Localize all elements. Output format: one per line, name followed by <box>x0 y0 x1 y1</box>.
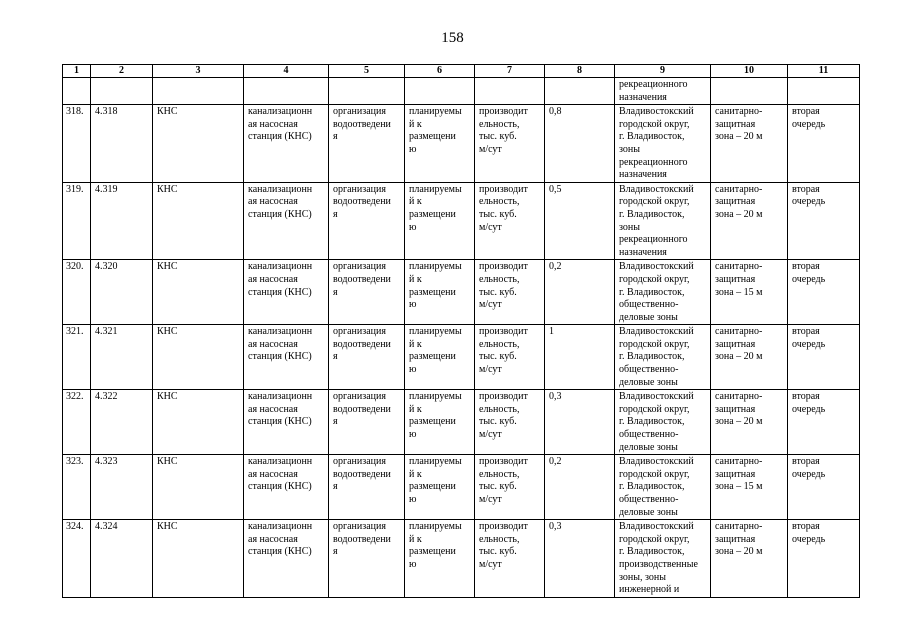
table-cell: 324. <box>63 520 91 598</box>
column-header: 1 <box>63 65 91 78</box>
table-cell: Владивостокский городской округ, г. Владивосток, производственные зоны, зоны инженерной и <box>615 520 711 598</box>
table-cell: Владивостокский городской округ, г. Владивосток, общественно- деловые зоны <box>615 260 711 325</box>
header-row <box>63 65 860 78</box>
table-cell: планируемы й к размещени ю <box>405 520 475 598</box>
table-cell: канализационн ая насосная станция (КНС) <box>244 105 329 183</box>
table-cell: вторая очередь <box>788 520 860 598</box>
table-cell: канализационн ая насосная станция (КНС) <box>244 325 329 390</box>
table-cell <box>153 78 244 105</box>
column-header: 10 <box>711 65 788 78</box>
table-row <box>63 390 860 455</box>
table-cell: Владивостокский городской округ, г. Владивосток, общественно- деловые зоны <box>615 455 711 520</box>
table-cell <box>545 78 615 105</box>
table-cell: планируемы й к размещени ю <box>405 325 475 390</box>
table-cell: вторая очередь <box>788 260 860 325</box>
table-cell: санитарно- защитная зона – 20 м <box>711 325 788 390</box>
table-cell: организация водоотведени я <box>329 455 405 520</box>
table-cell: планируемы й к размещени ю <box>405 455 475 520</box>
table-cell: 0,8 <box>545 105 615 183</box>
column-header: 4 <box>244 65 329 78</box>
table-cell: санитарно- защитная зона – 20 м <box>711 182 788 260</box>
column-header: 8 <box>545 65 615 78</box>
table-cell: 323. <box>63 455 91 520</box>
table-cell: вторая очередь <box>788 182 860 260</box>
table-cell: организация водоотведени я <box>329 182 405 260</box>
table-cell: производит ельность, тыс. куб. м/сут <box>475 260 545 325</box>
table-row <box>63 520 860 598</box>
table-cell: КНС <box>153 105 244 183</box>
table-cell: Владивостокский городской округ, г. Владивосток, зоны рекреационного назначения <box>615 105 711 183</box>
page-number: 158 <box>441 30 464 46</box>
table-cell: канализационн ая насосная станция (КНС) <box>244 520 329 598</box>
table-cell: 4.323 <box>91 455 153 520</box>
table-cell: канализационн ая насосная станция (КНС) <box>244 390 329 455</box>
table-cell: организация водоотведени я <box>329 105 405 183</box>
table-row <box>63 325 860 390</box>
table-cell: планируемы й к размещени ю <box>405 390 475 455</box>
table-cell: канализационн ая насосная станция (КНС) <box>244 182 329 260</box>
table-cell: 1 <box>545 325 615 390</box>
table-row <box>63 105 860 183</box>
table-cell: санитарно- защитная зона – 15 м <box>711 260 788 325</box>
table-cell: 0,3 <box>545 520 615 598</box>
table-cell: вторая очередь <box>788 325 860 390</box>
table-cell: КНС <box>153 325 244 390</box>
table-cell: санитарно- защитная зона – 20 м <box>711 520 788 598</box>
table-cell: 4.321 <box>91 325 153 390</box>
column-header: 7 <box>475 65 545 78</box>
table-cell: 320. <box>63 260 91 325</box>
table-cell: организация водоотведени я <box>329 390 405 455</box>
table-cell: производит ельность, тыс. куб. м/сут <box>475 182 545 260</box>
facilities-table <box>62 64 860 598</box>
table-cell: 0,2 <box>545 260 615 325</box>
table-cell: организация водоотведени я <box>329 520 405 598</box>
table-cell: 322. <box>63 390 91 455</box>
table-cell <box>788 78 860 105</box>
table-cell: Владивостокский городской округ, г. Владивосток, общественно- деловые зоны <box>615 390 711 455</box>
table-cell: 4.319 <box>91 182 153 260</box>
column-header: 5 <box>329 65 405 78</box>
table-cell <box>475 78 545 105</box>
table-cell: 0,2 <box>545 455 615 520</box>
table-cell: 318. <box>63 105 91 183</box>
column-header: 11 <box>788 65 860 78</box>
table-cell: 319. <box>63 182 91 260</box>
table-cell: планируемы й к размещени ю <box>405 105 475 183</box>
table-cell: вторая очередь <box>788 105 860 183</box>
table-row <box>63 260 860 325</box>
table-cell <box>63 78 91 105</box>
table-cell: 4.322 <box>91 390 153 455</box>
table-cell: производит ельность, тыс. куб. м/сут <box>475 455 545 520</box>
table-cell: планируемы й к размещени ю <box>405 182 475 260</box>
table-cell: КНС <box>153 520 244 598</box>
table-cell <box>329 78 405 105</box>
table-cell: Владивостокский городской округ, г. Владивосток, общественно- деловые зоны <box>615 325 711 390</box>
table-cell: организация водоотведени я <box>329 260 405 325</box>
table-cell: производит ельность, тыс. куб. м/сут <box>475 520 545 598</box>
table-cell <box>91 78 153 105</box>
column-header: 9 <box>615 65 711 78</box>
table-cell: организация водоотведени я <box>329 325 405 390</box>
continuation-row <box>63 78 860 105</box>
table-cell: КНС <box>153 390 244 455</box>
column-header: 3 <box>153 65 244 78</box>
table-cell: санитарно- защитная зона – 20 м <box>711 105 788 183</box>
table-cell: рекреационного назначения <box>615 78 711 105</box>
column-header: 2 <box>91 65 153 78</box>
table-cell: КНС <box>153 455 244 520</box>
table-cell: санитарно- защитная зона – 15 м <box>711 455 788 520</box>
table-row <box>63 455 860 520</box>
table-cell <box>244 78 329 105</box>
table-cell: 4.318 <box>91 105 153 183</box>
table-cell: вторая очередь <box>788 390 860 455</box>
table-cell: 0,5 <box>545 182 615 260</box>
table-cell: 321. <box>63 325 91 390</box>
table-cell: КНС <box>153 260 244 325</box>
table-cell: КНС <box>153 182 244 260</box>
table-cell <box>711 78 788 105</box>
table-row <box>63 182 860 260</box>
column-header: 6 <box>405 65 475 78</box>
table-cell: вторая очередь <box>788 455 860 520</box>
table-cell: санитарно- защитная зона – 20 м <box>711 390 788 455</box>
table-cell <box>405 78 475 105</box>
table-cell: 4.324 <box>91 520 153 598</box>
table-cell: Владивостокский городской округ, г. Владивосток, зоны рекреационного назначения <box>615 182 711 260</box>
table-cell: планируемы й к размещени ю <box>405 260 475 325</box>
table-cell: производит ельность, тыс. куб. м/сут <box>475 105 545 183</box>
table-cell: 4.320 <box>91 260 153 325</box>
table-cell: 0,3 <box>545 390 615 455</box>
table-cell: производит ельность, тыс. куб. м/сут <box>475 390 545 455</box>
table-cell: канализационн ая насосная станция (КНС) <box>244 260 329 325</box>
table-cell: канализационн ая насосная станция (КНС) <box>244 455 329 520</box>
table-cell: производит ельность, тыс. куб. м/сут <box>475 325 545 390</box>
